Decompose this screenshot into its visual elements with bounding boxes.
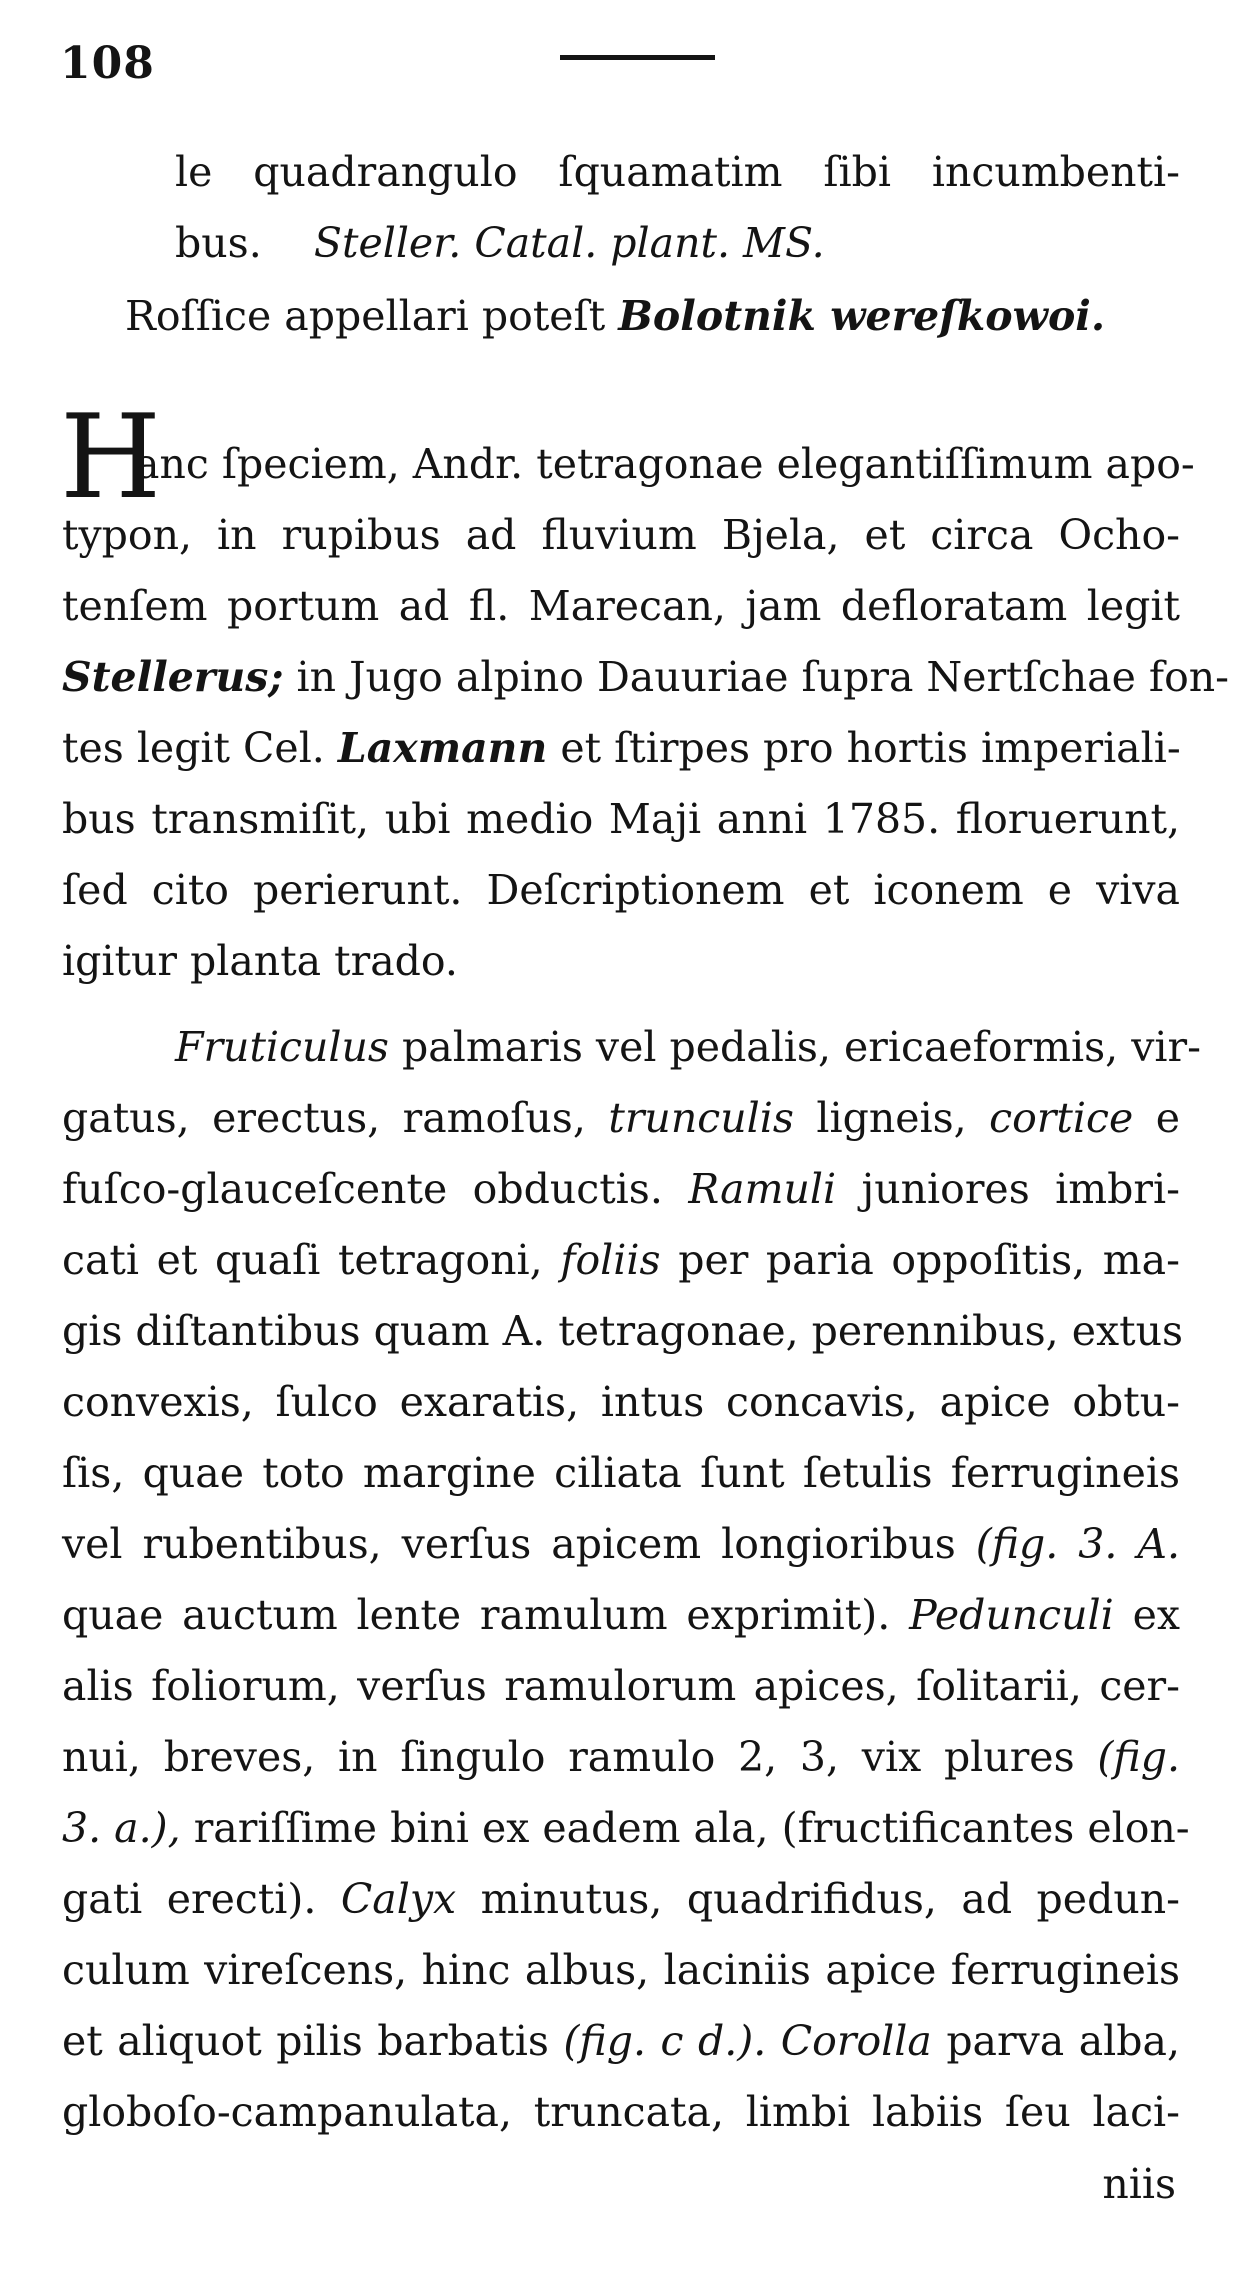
citation: Steller. Catal. plant. MS. — [313, 219, 825, 267]
text-line: et aliquot pilis barbatis (fig. c d.). Corolla parva alba, — [62, 2017, 1180, 2065]
text-line: igitur planta trado. — [62, 937, 458, 985]
text-line: gis diſtantibus quam A. tetragonae, perennibus, extus — [62, 1307, 1184, 1355]
text-line: alis foliorum, verſus ramulorum apices, ſolitarii, cer- — [62, 1662, 1180, 1710]
text-line: cati et quaſi tetragoni, foliis per paria oppoſitis, ma- — [62, 1236, 1180, 1284]
text-line: Roſſice appellari poteſt Bolotnik wereſkowoi. — [125, 292, 1106, 340]
text-line: typon, in rupibus ad fluvium Bjela, et circa Ocho- — [62, 511, 1180, 559]
text-line: 3. a.), rariſſime bini ex eadem ala, (fructificantes elon- — [62, 1804, 1190, 1852]
text-line: ſed cito perierunt. Deſcriptionem et iconem e viva — [62, 866, 1180, 914]
text-line: fuſco-glauceſcente obductis. Ramuli juniores imbri- — [62, 1165, 1180, 1213]
text-line: quae auctum lente ramulum exprimit). Pedunculi ex — [62, 1591, 1180, 1639]
text-line: globoſo-campanulata, truncata, limbi labiis ſeu laci- — [62, 2088, 1180, 2136]
text-line: bus transmiſit, ubi medio Maji anni 1785. floruerunt, — [62, 795, 1180, 843]
text-line: gati erecti). Calyx minutus, quadrifidus, ad pedun- — [62, 1875, 1180, 1923]
text-line: tenſem portum ad fl. Marecan, jam defloratam legit — [62, 582, 1180, 630]
text-line: bus. Steller. Catal. plant. MS. — [175, 219, 825, 267]
text-line: Fruticulus palmaris vel pedalis, ericaeformis, vir- — [175, 1023, 1201, 1071]
text-line: Stellerus; in Jugo alpino Dauuriae ſupra Nertſchae fon- — [62, 653, 1230, 701]
page-number: 108 — [60, 38, 155, 89]
text-line: ſis, quae toto margine ciliata ſunt ſetulis ferrugineis — [62, 1449, 1180, 1497]
text-line: culum vireſcens, hinc albus, laciniis apice ferrugineis — [62, 1946, 1180, 1994]
text-line: le quadrangulo ſquamatim ſibi incumbenti- — [175, 148, 1180, 196]
header-rule — [560, 55, 715, 60]
catchword: niis — [1102, 2160, 1176, 2208]
russian-name: Bolotnik wereſkowoi. — [618, 292, 1106, 340]
text-line: vel rubentibus, verſus apicem longioribus (fig. 3. A. — [62, 1520, 1180, 1568]
text-line: anc ſpeciem, Andr. tetragonae elegantiſſimum apo- — [135, 440, 1195, 488]
text-line: convexis, ſulco exaratis, intus concavis, apice obtu- — [62, 1378, 1180, 1426]
text-line: nui, breves, in ſingulo ramulo 2, 3, vix plures (fig. — [62, 1733, 1180, 1781]
text-line: tes legit Cel. Laxmann et ſtirpes pro hortis imperiali- — [62, 724, 1181, 772]
drop-cap: H — [60, 390, 162, 525]
text-line: gatus, erectus, ramoſus, trunculis ligneis, cortice e — [62, 1094, 1180, 1142]
